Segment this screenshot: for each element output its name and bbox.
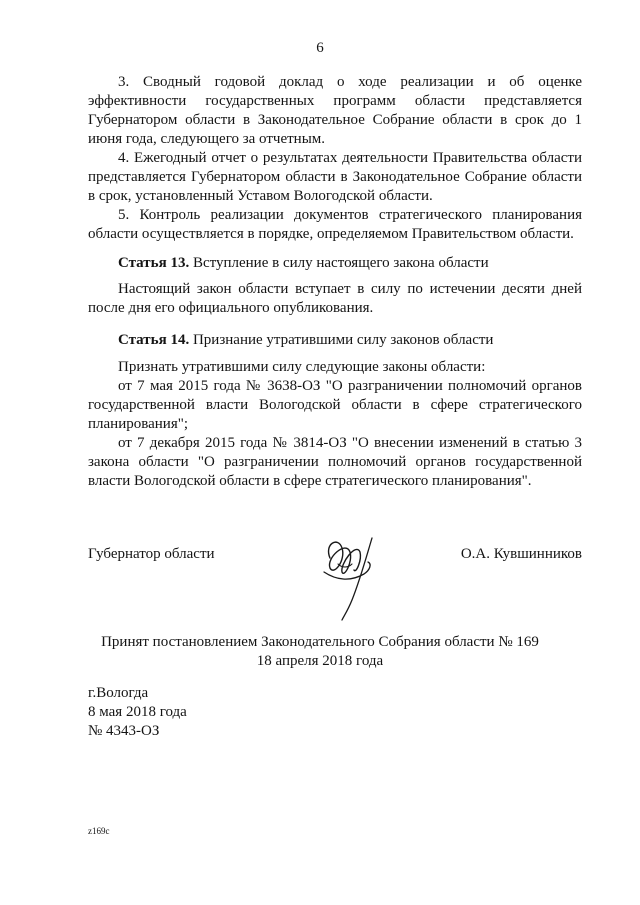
article-13-title: Вступление в силу настоящего закона области	[192, 255, 489, 271]
city: г.Вологда	[88, 685, 149, 701]
paragraph-5: 5. Контроль реализации документов стратегического планирования области осуществляется в порядке, определяемом Правительством области.	[88, 207, 582, 242]
article-14-body	[88, 358, 582, 491]
article-13-body	[88, 280, 582, 318]
page-number: 6	[316, 40, 324, 56]
paragraph-4: 4. Ежегодный отчет о результатах деятельности Правительства области представляется Губернатором области в Законодательное Собрание области в срок, установленный Уставом Вологодской области.	[88, 150, 582, 204]
adoption-line-2: 18 апреля 2018 года	[256, 653, 384, 669]
place-date-block	[88, 684, 187, 741]
article-13-number: Статья 13.	[118, 255, 190, 271]
footer-code: z169c	[88, 826, 110, 836]
handwritten-signature-icon	[316, 528, 386, 623]
adoption-line-1: Принят постановлением Законодательного Собрания области № 169	[101, 634, 539, 650]
signing-date: 8 мая 2018 года	[88, 704, 187, 720]
governor-title: Губернатор области	[88, 546, 215, 562]
article-14-intro: Признать утратившими силу следующие законы области:	[118, 359, 486, 375]
article-14-heading	[118, 331, 493, 350]
article-13-heading	[118, 254, 489, 273]
article-14-item-1: от 7 мая 2015 года № 3638-ОЗ "О разграничении полномочий органов государственной власти Вологодской области в сфере стратегического планирования";	[88, 378, 582, 432]
top-paragraphs	[88, 73, 582, 244]
law-number: № 4343-ОЗ	[88, 723, 160, 739]
adoption-note	[0, 633, 640, 671]
article-14-title: Признание утратившими силу законов области	[192, 332, 494, 348]
article-13-text: Настоящий закон области вступает в силу по истечении десяти дней после дня его официального опубликования.	[88, 281, 582, 316]
article-14-item-2: от 7 декабря 2015 года № 3814-ОЗ "О внесении изменений в статью 3 закона области "О разграничении полномочий органов государственной власти Вологодской области в сфере стратегического планирования".	[88, 435, 582, 489]
paragraph-3: 3. Сводный годовой доклад о ходе реализации и об оценке эффективности государственных программ области представляется Губернатором области в Законодательное Собрание области в срок до 1 июня года, следующего за отчетным.	[88, 74, 582, 147]
governor-name: О.А. Кувшинников	[460, 546, 582, 562]
article-14-number: Статья 14.	[118, 332, 190, 348]
